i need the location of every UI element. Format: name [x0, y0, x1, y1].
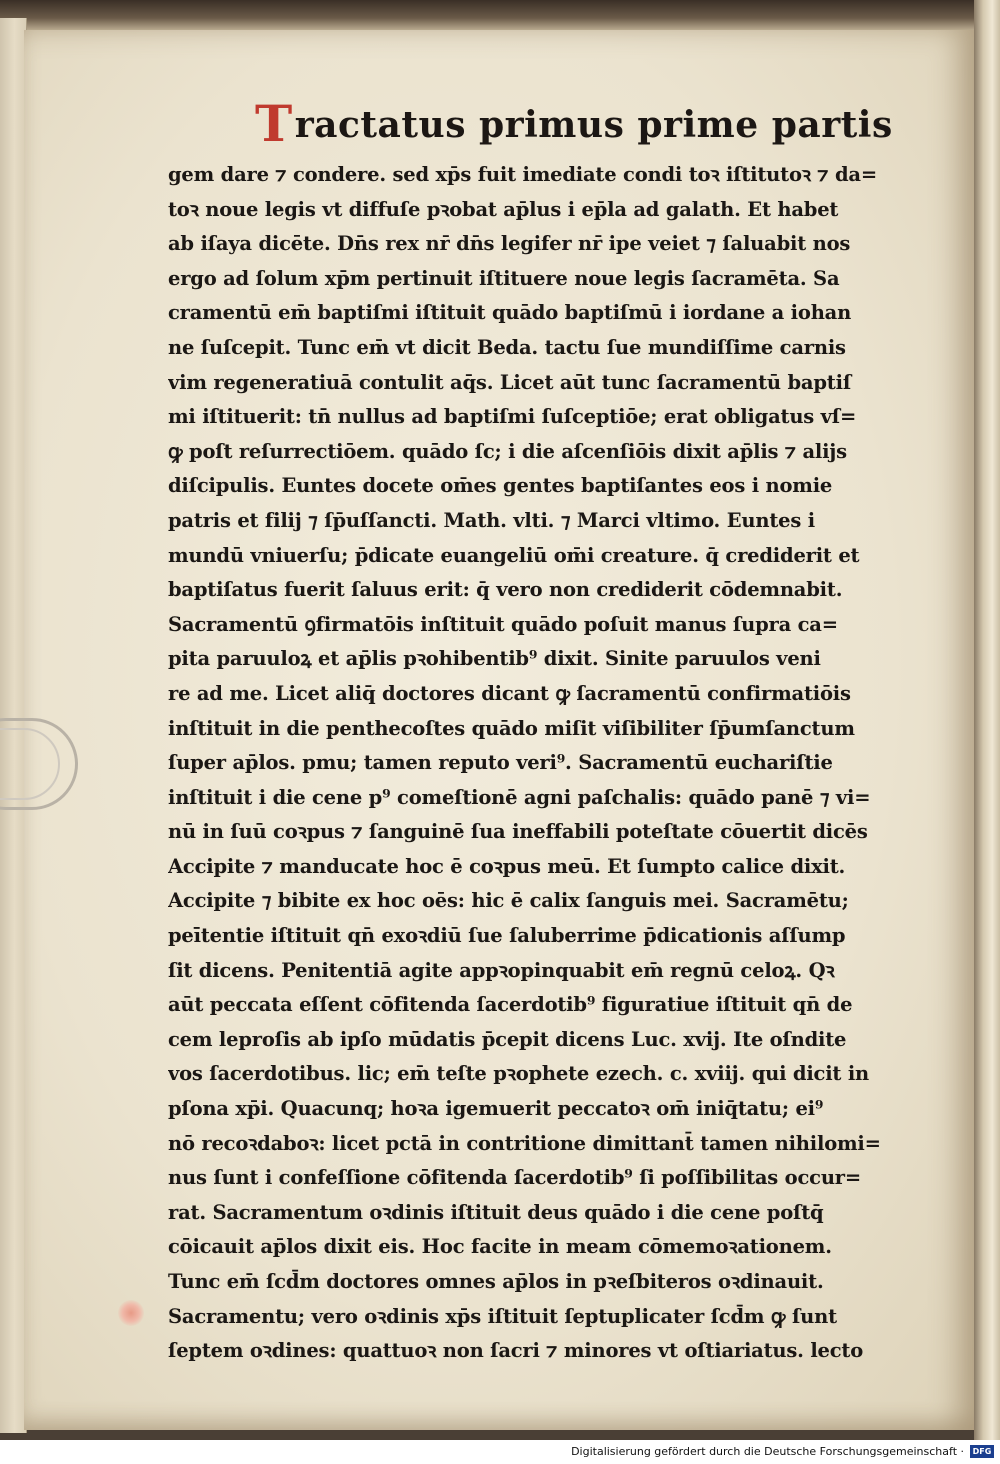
text-line: Sacramentū ꝯfirmatōis inſtituit quādo poſuit manus ſupra ca= — [168, 612, 838, 636]
text-line: cōicauit ap̄los dixit eis. Hoc facite in meam cōmemoꝛationem. — [168, 1235, 832, 1259]
text-line: inſtituit in die penthecoſtes quādo miſit viſibiliter ſp̄umſanctum — [168, 716, 855, 740]
text-line: nō recoꝛdaboꝛ: licet pctā in contritione dimittant̄ tamen nihilomi= — [168, 1131, 881, 1155]
text-line: pſona xp̄i. Quacunq; hoꝛa igemuerit peccatoꝛ om̄ iniq̄tatu; ei⁹ — [168, 1097, 824, 1121]
text-line: baptiſatus fuerit ſaluus erit: q̄ vero non crediderit cōdemnabit. — [168, 578, 843, 602]
text-line: Accipite ⁊ bibite ex hoc oēs: hic ē calix ſanguis mei. Sacramētu; — [168, 889, 849, 913]
text-line: peītentie iſtituit qn̄ exoꝛdiū ſue ſaluberrime p̄dicationis aſſump — [168, 924, 846, 948]
text-line: rat. Sacramentum oꝛdinis iſtituit deus quādo i die cene poſtq̄ — [168, 1200, 824, 1224]
text-line: ſeptem oꝛdines: quattuoꝛ non ſacri ⁊ minores vt oſtiariatus. lecto — [168, 1339, 864, 1363]
text-line: cramentū em̄ baptiſmi iſtituit quādo baptiſmū i iordane a iohan — [168, 301, 852, 325]
text-line: mi iſtituerit: tn̄ nullus ad baptiſmi ſuſceptiōe; erat obligatus vſ= — [168, 405, 857, 429]
heading-text: ractatus primus prime partis — [294, 104, 893, 146]
text-line: ab iſaya dicēte. Dn̄s rex nr̄ dn̄s legifer nr̄ ipe veiet ⁊ ſaluabit nos — [168, 232, 851, 256]
text-line: Accipite ⁊ manducate hoc ē coꝛpus meū. Et ſumpto calice dixit. — [168, 854, 846, 878]
text-line: inſtituit i die cene p⁹ comeſtionē agni paſchalis: quādo panē ⁊ vi= — [168, 785, 871, 809]
binding-top-edge — [0, 0, 1000, 30]
footer-bar — [0, 1440, 1000, 1464]
page-heading — [255, 94, 893, 153]
dfg-logo: DFG — [970, 1445, 994, 1458]
text-line: Sacramentu; vero oꝛdinis xp̄s iſtituit ſeptuplicater ſcd̄m ꝙ ſunt — [168, 1304, 837, 1328]
text-line: mundū vniuerſu; p̄dicate euangeliū om̄i creature. q̄ crediderit et — [168, 543, 860, 567]
text-line: ergo ad ſolum xp̄m pertinuit iſtituere noue legis ſacramēta. Sa — [168, 266, 840, 290]
text-line: re ad me. Licet aliq̄ doctores dicant ꝙ ſacramentū confirmatiōis — [168, 681, 851, 705]
text-line: Tunc em̄ ſcd̄m doctores omnes ap̄los in pꝛeſbiteros oꝛdinauit. — [168, 1270, 824, 1293]
text-line: ꝙ poſt reſurrectiōem. quādo ſc; i die aſcenſiōis dixit ap̄lis ⁊ alijs — [168, 439, 847, 463]
text-line: nū in ſuū coꝛpus ⁊ ſanguinē ſua ineffabili poteſtate cōuertit dicēs — [168, 820, 868, 844]
text-line: gem dare ⁊ condere. sed xp̄s fuit imediate condi toꝛ iſtitutoꝛ ⁊ da= — [168, 163, 877, 186]
text-line: diſcipulis. Euntes docete om̄es gentes baptiſantes eos i nomie — [168, 474, 833, 498]
text-line: ſit dicens. Penitentiā agite appꝛopinquabit em̄ regnū celoꝝ. Qꝛ — [168, 958, 835, 982]
right-page-edge — [974, 0, 1000, 1440]
text-line: pita paruuloꝝ et ap̄lis pꝛohibentib⁹ dixit. Sinite paruulos veni — [168, 647, 821, 671]
text-line: cem leproſis ab ipſo mūdatis p̄cepit dicens Luc. xvij. Ite oſndite — [168, 1027, 847, 1051]
text-line: aūt peccata eſſent cōfitenda ſacerdotib⁹ figuratiue iſtituit qn̄ de — [168, 993, 853, 1017]
text-line: patris et filij ⁊ ſp̄uſſancti. Math. vlti. ⁊ Marci vltimo. Euntes i — [168, 508, 815, 532]
text-line: vos ſacerdotibus. lic; em̄ teſte pꝛophete ezech. c. xviij. qui dicit in — [168, 1062, 870, 1086]
text-line: ſuper ap̄los. pmu; tamen reputo veri⁹. Sacramentū euchariſtie — [168, 751, 833, 775]
body-text — [168, 158, 888, 1369]
rubricated-initial: T — [255, 94, 293, 153]
text-line: vim regeneratiuā contulit aq̄s. Licet aūt tunc ſacramentū baptiſ — [168, 370, 852, 394]
footer-credit: Digitalisierung gefördert durch die Deutsche Forschungsgemeinschaft · — [571, 1445, 964, 1458]
text-line: nus ſunt i confeſſione cōfitenda ſacerdotib⁹ ſi poſſibilitas occur= — [168, 1166, 862, 1190]
text-line: ne ſuſcepit. Tunc em̄ vt dicit Beda. tactu ſue mundiſſime carnis — [168, 335, 846, 359]
text-line: toꝛ noue legis vt diffuſe pꝛobat ap̄lus i ep̄la ad galath. Et habet — [168, 197, 839, 221]
red-stain — [118, 1300, 144, 1326]
